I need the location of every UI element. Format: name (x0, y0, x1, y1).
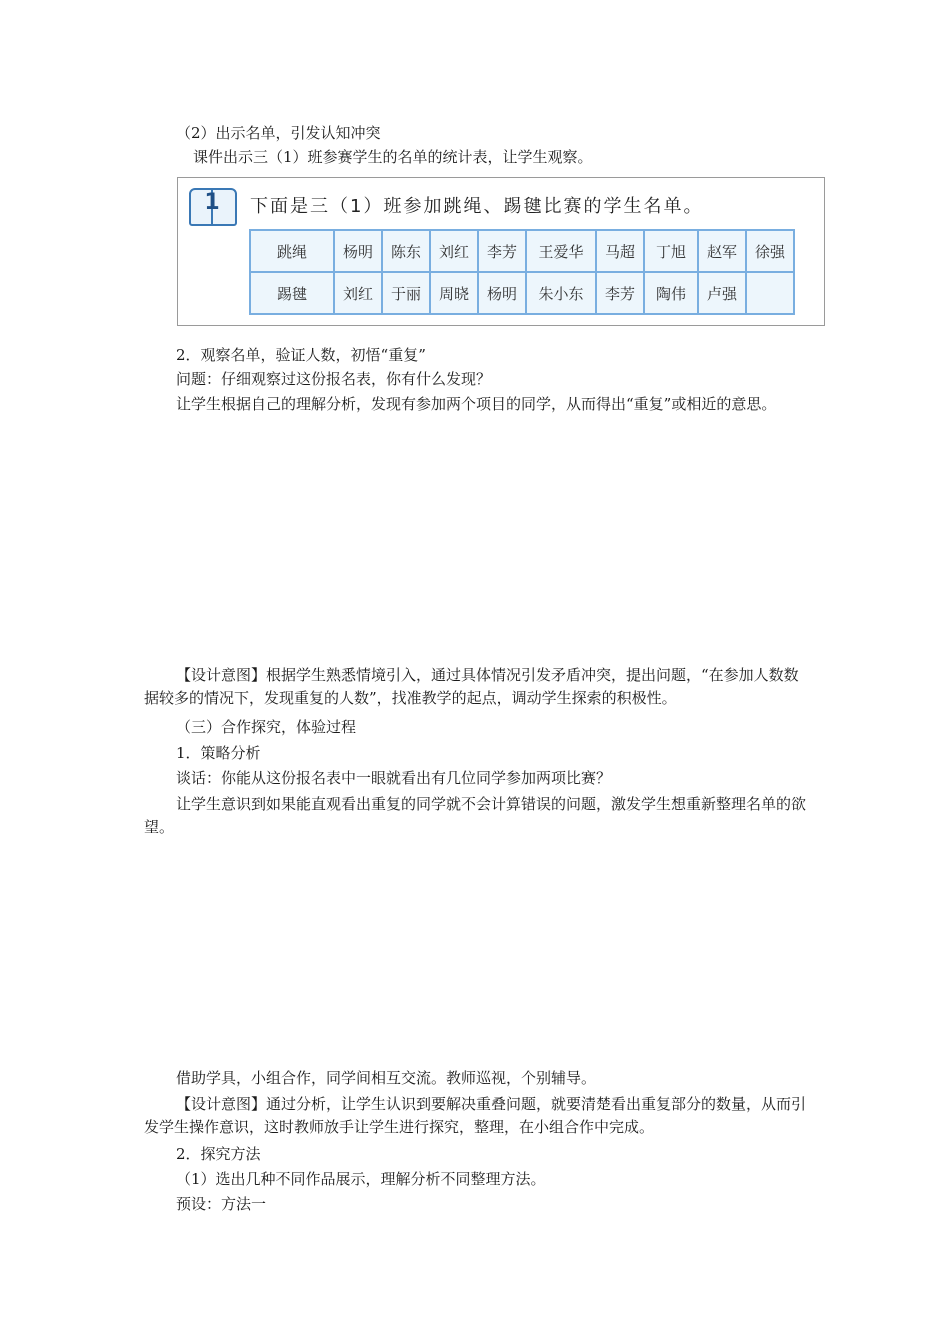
figure-number: 1 (204, 190, 220, 215)
table-cell: 杨明 (334, 230, 382, 272)
table-cell: 陶伟 (644, 272, 698, 314)
paragraph: 让学生根据自己的理解分析，发现有参加两个项目的同学，从而得出“重复”或相近的意思。 (176, 395, 777, 413)
section-heading: （2）出示名单，引发认知冲突 (176, 124, 381, 142)
design-intent: 【设计意图】根据学生熟悉情境引入，通过具体情况引发矛盾冲突，提出问题，“在参加人数数据较多的情况下，发现重复的人数”，找准教学的起点，调动学生探索的积极性。 (144, 666, 799, 707)
table-row (250, 230, 794, 272)
name-table (249, 229, 795, 315)
step-heading: 2．观察名单，验证人数，初悟“重复” (176, 346, 426, 364)
table-cell: 刘红 (334, 272, 382, 314)
table-cell: 赵军 (698, 230, 746, 272)
table-row (250, 272, 794, 314)
section-text: 课件出示三（1）班参赛学生的名单的统计表，让学生观察。 (193, 148, 593, 166)
design-intent: 【设计意图】通过分析，让学生认识到要解决重叠问题，就要清楚看出重复部分的数量，从而引发学生操作意识，这时教师放手让学生进行探究，整理，在小组合作中完成。 (144, 1095, 807, 1136)
table-cell: 马超 (596, 230, 644, 272)
list-item: （1）选出几种不同作品展示，理解分析不同整理方法。 (176, 1170, 546, 1188)
table-cell: 丁旭 (644, 230, 698, 272)
table-cell: 杨明 (478, 272, 526, 314)
book-number-badge (187, 186, 237, 226)
step-heading: 2．探究方法 (176, 1145, 261, 1163)
name-list-figure (177, 177, 825, 326)
table-cell: 刘红 (430, 230, 478, 272)
paragraph: 借助学具，小组合作，同学间相互交流。教师巡视，个别辅导。 (176, 1069, 597, 1087)
figure-title: 下面是三（1）班参加跳绳、踢毽比赛的学生名单。 (250, 196, 704, 217)
row-label: 跳绳 (250, 230, 334, 272)
table-cell: 周晓 (430, 272, 478, 314)
row-label: 踢毽 (250, 272, 334, 314)
paragraph: 让学生意识到如果能直观看出重复的同学就不会计算错误的问题，激发学生想重新整理名单的欲望。 (144, 795, 807, 836)
table-cell: 于丽 (382, 272, 430, 314)
table-cell: 徐强 (746, 230, 794, 272)
talk-text: 谈话：你能从这份报名表中一眼就看出有几位同学参加两项比赛？ (176, 769, 612, 787)
table-cell: 李芳 (596, 272, 644, 314)
table-cell: 朱小东 (526, 272, 596, 314)
section-heading: （三）合作探究，体验过程 (176, 718, 357, 736)
question-text: 问题：仔细观察过这份报名表，你有什么发现？ (176, 370, 492, 388)
table-cell: 王爱华 (526, 230, 596, 272)
table-cell: 李芳 (478, 230, 526, 272)
table-cell (746, 272, 794, 314)
table-cell: 卢强 (698, 272, 746, 314)
step-heading: 1．策略分析 (176, 744, 261, 762)
table-cell: 陈东 (382, 230, 430, 272)
preset-text: 预设：方法一 (176, 1195, 267, 1213)
